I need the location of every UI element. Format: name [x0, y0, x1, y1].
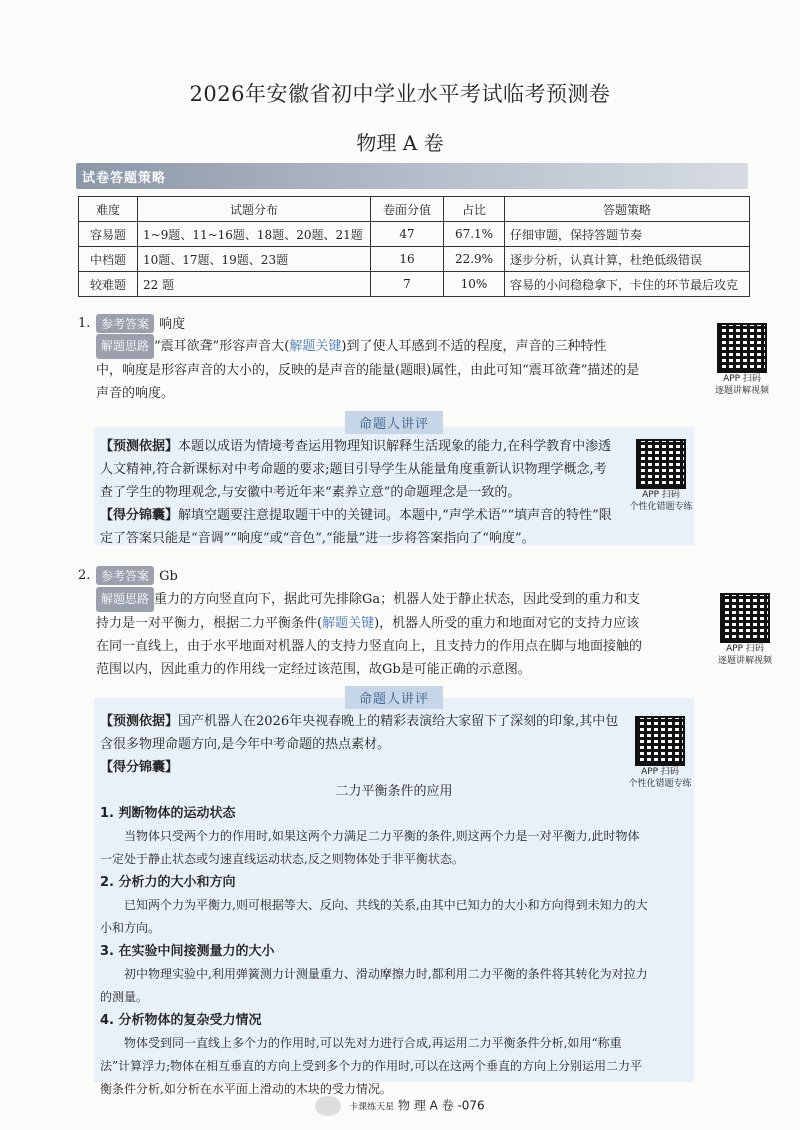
table-cell: 1~9题、11~16题、18题、20题、21题 — [138, 222, 371, 247]
section-item-heading: 2. 分析力的大小和方向 — [100, 875, 236, 890]
strategy-header-bar — [76, 163, 748, 189]
page-subtitle: 物理 A 卷 — [356, 131, 444, 155]
section-item-heading: 1. 判断物体的运动状态 — [100, 806, 236, 821]
q1-video-qr[interactable]: APP 扫码 逐题讲解视频 — [712, 323, 772, 397]
q2-answer: Gb — [159, 569, 178, 584]
qr-code-icon[interactable] — [717, 323, 767, 373]
section-item-heading: 3. 在实验中间接测量力的大小 — [100, 944, 275, 959]
q2-answer-line — [96, 565, 178, 585]
idea-tag: 解题思路 — [96, 587, 154, 612]
table-cell: 容易题 — [79, 222, 138, 247]
table-header-row — [79, 197, 750, 222]
table-row — [79, 222, 750, 247]
table-cell: 7 — [371, 272, 444, 297]
qr-code-icon[interactable] — [720, 593, 770, 643]
answer-tag: 参考答案 — [96, 566, 154, 585]
brand-logo-icon — [315, 1096, 341, 1116]
table-cell: 较难题 — [79, 272, 138, 297]
column-header: 占比 — [444, 197, 505, 222]
q2-practice-qr[interactable]: APP 扫码 个性化错题专练 — [626, 716, 694, 790]
table-cell: 22.9% — [444, 247, 505, 272]
table-cell: 16 — [371, 247, 444, 272]
q1-practice-qr[interactable]: APP 扫码 个性化错题专练 — [629, 439, 693, 513]
commentary-header: 命题人讲评 — [345, 686, 443, 709]
q1-answer-line — [96, 313, 185, 333]
table-cell: 47 — [371, 222, 444, 247]
section-body: 1. 判断物体的运动状态 当物体只受两个力的作用时,如果这两个力满足二力平衡的条件,则这两个力是一对平衡力,此时物体 一定处于静止状态或匀速直线运动状态,反之则物体处于非平衡状态。 2. 分析力的大小和方向 已知两个力为平衡力,则可根据等大、反向、共线的关系,由其中已知力的大小和方向得到未知力的大 小和方向。 3. 在实验中间接测量力的大小 初中物理实验中,利用弹簧测力计测量重力、滑动摩擦力时,都利用二力平衡的条件将其转化为对拉力 的测量。 4. 分析物体的复杂受力情况 物体受到同一直线上多个力的作用时,可以先对力进行合成,再运用二力平衡条件分析,如用“称重 法”计算浮力;物体在相互垂直的方向上受到多个力的作用时,可以在这两个垂直的方向上分别运用二力平 衡条件分析,如分析在水平面上滑动的木块的受力情况。 — [100, 802, 690, 1101]
qr-code-icon[interactable] — [635, 716, 685, 766]
table-cell: 逐步分析，认真计算，杜绝低级错误 — [505, 247, 750, 272]
column-header: 答题策略 — [505, 197, 750, 222]
table-cell: 10% — [444, 272, 505, 297]
strategy-header: 试卷答题策略 — [82, 171, 167, 186]
section-item-heading: 4. 分析物体的复杂受力情况 — [100, 1013, 262, 1028]
column-header: 难度 — [79, 197, 138, 222]
table-cell: 22 题 — [138, 272, 371, 297]
question-number: 1. — [78, 316, 91, 331]
table-row — [79, 272, 750, 297]
section-title: 二力平衡条件的应用 — [335, 784, 453, 799]
strategy-table — [78, 196, 750, 297]
table-row — [79, 247, 750, 272]
q1-commentary-box: 命题人讲评 【预测依据】本题以成语为情境考查运用物理知识解释生活现象的能力,在科学教育中渗透 人文精神,符合新课标对中考命题的要求;题目引导学生从能量角度重新认识物理学概念,考 查了学生的物理观念,与安徽中考近年来“素养立意”的命题理念是一致的。 【得分锦囊】解填空题要注意提取题干中的关键词。本题中,“声学术语”“填声音的特性”限 定了答案只能是“音调”“响度”或“音色”,“能量”进一步将答案指向了“响度”。 APP 扫码 个性化错题专练 — [94, 427, 694, 545]
q2-solution: 解题思路 重力的方向竖直向下，据此可先排除Ga；机器人处于静止状态，因此受到的重力和支 持力是一对平衡力，根据二力平衡条件(解题关键)，机器人所受的重力和地面对它的支持力应该 在同一直线上，由于水平地面对机器人的支持力竖直向上，且支持力的作用点在脚与地面接触的 范围以内，因此重力的作用线一定经过该范围，故Gb是可能正确的示意图。 — [96, 587, 706, 681]
footer-page: 物 理 A 卷 -076 — [397, 1098, 485, 1113]
table-cell: 容易的小问稳稳拿下，卡住的环节最后攻克 — [505, 272, 750, 297]
table-cell: 67.1% — [444, 222, 505, 247]
q2-video-qr[interactable]: APP 扫码 逐题讲解视频 — [712, 593, 778, 667]
answer-tag: 参考答案 — [96, 314, 154, 333]
page-footer — [0, 1096, 800, 1116]
table-cell: 仔细审题，保持答题节奏 — [505, 222, 750, 247]
q1-answer: 响度 — [159, 317, 186, 332]
commentary-header: 命题人讲评 — [345, 411, 443, 434]
q2-commentary-box: 命题人讲评 【预测依据】国产机器人在2026年央视春晚上的精彩表演给大家留下了深刻的印象,其中包 含很多物理命题方向,是今年中考命题的热点素材。 【得分锦囊】 APP 扫码 个性化错题专练 二力平衡条件的应用 1. 判断物体的运动状态 当物体只受两个力的作用时,如果这两个力满足二力平衡的条件,则这两个力是一对平衡力,此时物体 一定处于静止状态或匀速直线运动状态,反之则物体处于非平衡状态。 2. 分析力的大小和方向 已知两个力为平衡力,则可根据等大、反向、共线的关系,由其中已知力的大小和方向得到未知力的大 小和方向。 3. 在实验中间接测量力的大小 初中物理实验中,利用弹簧测力计测量重力、滑动摩擦力时,都利用二力平衡的条件将其转化为对拉力 的测量。 4. 分析物体的复杂受力情况 物体受到同一直线上多个力的作用时,可以先对力进行合成,再运用二力平衡条件分析,如用“称重 法”计算浮力;物体在相互垂直的方向上受到多个力的作用时,可以在这两个垂直的方向上分别运用二力平 衡条件分析,如分析在水平面上滑动的木块的受力情况。 — [94, 698, 694, 1082]
q1-solution: 解题思路 “震耳欲聋”形容声音大(解题关键)到了使人耳感到不适的程度，声音的三种特性 中，响度是形容声音的大小的，反映的是声音的能量(题眼)属性，由此可知“震耳欲聋”描述的是 声音的响度。 — [96, 334, 706, 405]
table-cell: 10题、17题、19题、23题 — [138, 247, 371, 272]
idea-tag: 解题思路 — [96, 334, 154, 359]
question-number: 2. — [78, 568, 91, 583]
column-header: 试题分布 — [138, 197, 371, 222]
qr-code-icon[interactable] — [636, 439, 686, 489]
column-header: 卷面分值 — [371, 197, 444, 222]
table-cell: 中档题 — [79, 247, 138, 272]
page-title: 2026年安徽省初中学业水平考试临考预测卷 — [189, 82, 611, 106]
footer-brand: 卡课练天星 — [349, 1102, 395, 1113]
